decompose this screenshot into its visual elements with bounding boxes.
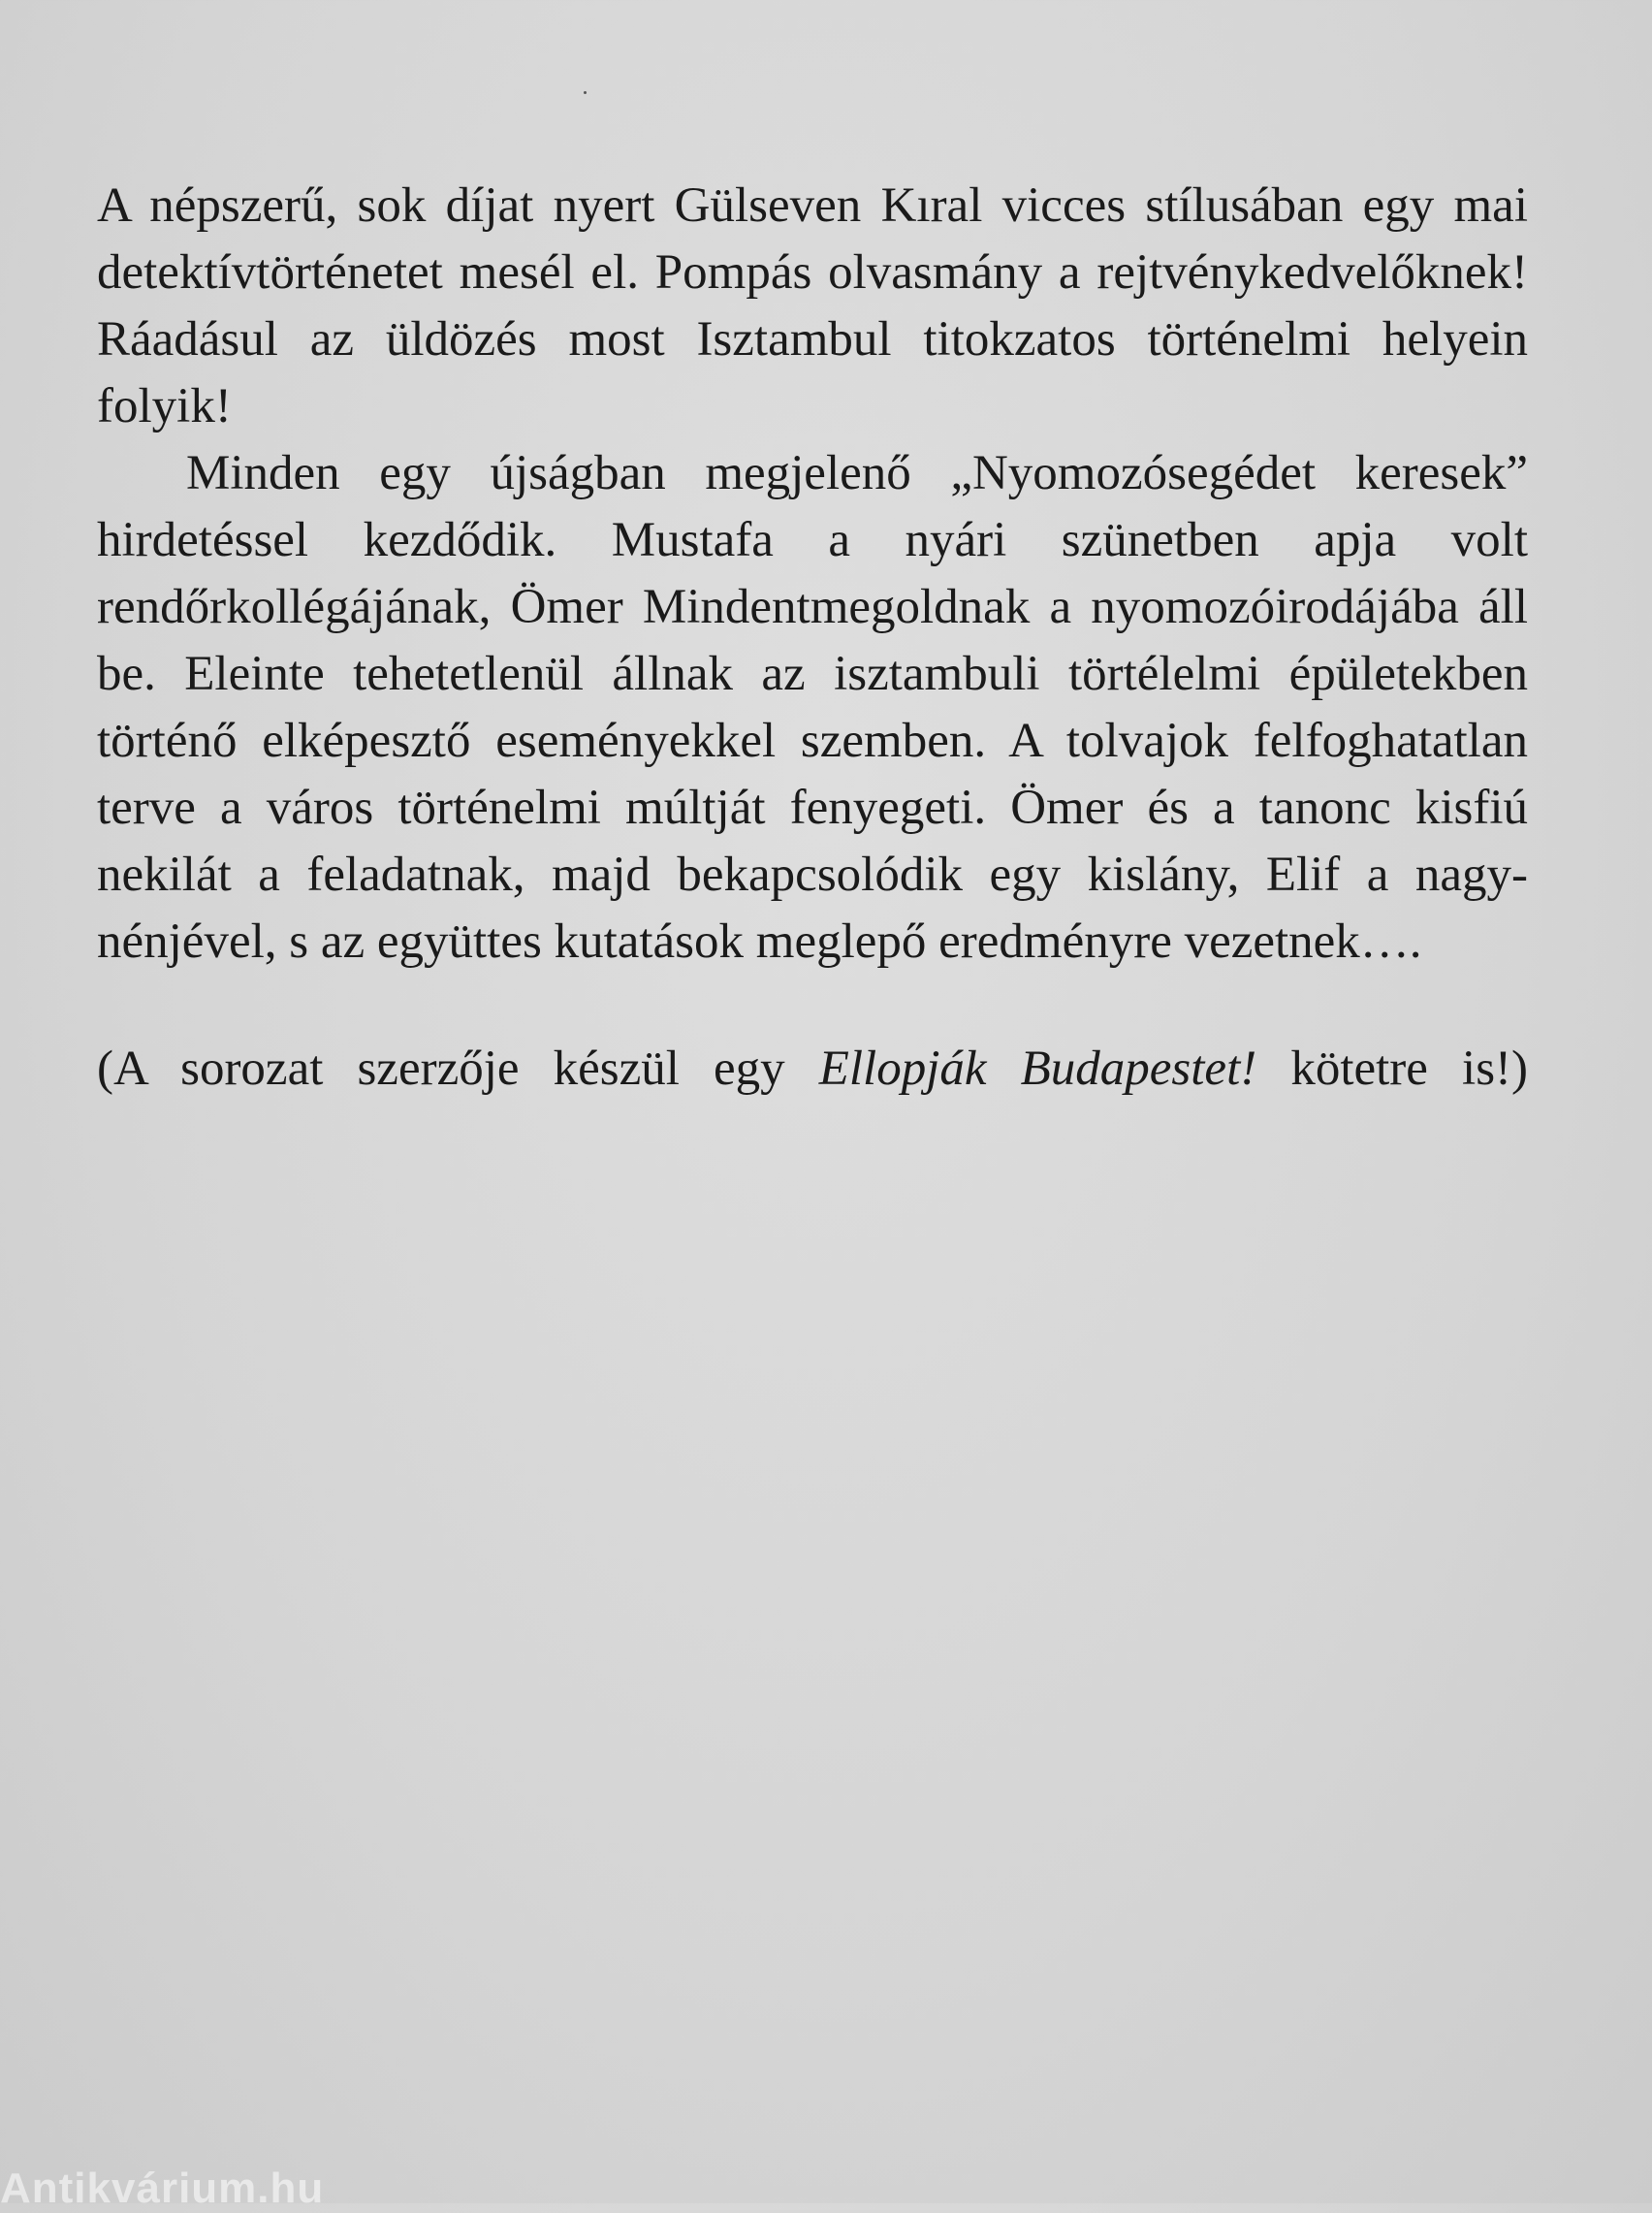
- series-note: [97, 1036, 1528, 1103]
- blurb-paragraph-plot: Minden egy újságban megjelenő „Nyomozósegédet keresek” hirdetéssel kezdődik. Mustafa a nyári szünetben apja volt rendőrkollégájának, Ömer Mindentmegoldnak a nyomozóirodájába áll be. Eleinte tehetetlenül állnak az isztambuli törtélelmi épületekben történő elképesztő eseményekkel szemben. A tolvajok felfoghatatlan terve a város történelmi múltját fenyegeti. Ömer és a tanonc kisfiú nekilát a feladatnak, majd bekapcsolódik egy kislány, Elif a nagynénjével, s az együttes kutatások meglepő eredményre vezetnek….: [97, 446, 1528, 969]
- blurb-text-block: [97, 173, 1528, 1103]
- series-note-suffix: kötetre is!): [1256, 1042, 1529, 1096]
- series-note-book-title: Ellopják Budapestet!: [818, 1042, 1257, 1096]
- print-speck: [584, 91, 587, 94]
- blurb-paragraph-intro: A népszerű, sok díjat nyert Gülseven Kıral vicces stílusában egy mai detektívtörténetet mesél el. Pompás olvasmány a rejtvénykedvelőknek! Ráadásul az üldözés most Isztambul titokzatos történelmi helyein folyik!: [97, 178, 1528, 433]
- watermark-text: Antikvárium.hu: [0, 2165, 325, 2212]
- series-note-prefix: (A sorozat szerzője készül egy: [97, 1042, 819, 1096]
